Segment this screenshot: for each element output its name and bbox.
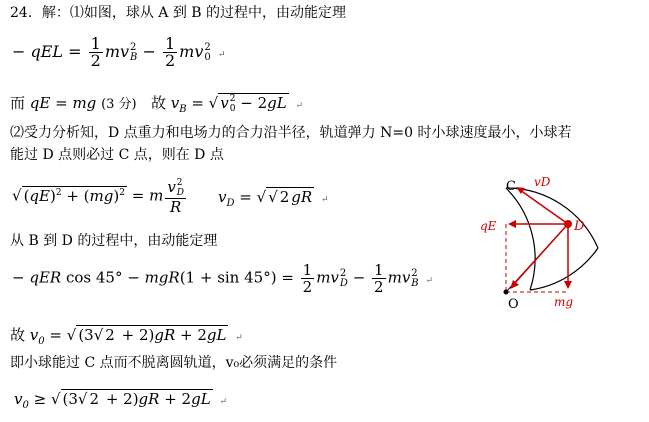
label-o: O	[508, 297, 519, 312]
equation-d-point: √ (qE)$^2$ + (mg)$^2$ = m v 2 D R	[12, 178, 185, 216]
label-qe: qE	[480, 219, 497, 233]
condition-eq: qE = mg	[29, 94, 97, 112]
point-o	[504, 290, 509, 295]
solution-header: 24．解：⑴如图，球从 A 到 B 的过程中，由动能定理	[10, 5, 347, 21]
energy-equation-1: − qEL = $\frac{1}{2}$ mv 2 B − $\frac{1}{2}$ mv 2 0 ↵	[12, 34, 226, 70]
score-note: (3 分)	[101, 97, 137, 112]
resultant-arrow	[514, 224, 568, 284]
equation-vd: $v_D$ = √ √ 2 gR ↵	[218, 188, 329, 209]
text-gu-2: 故	[10, 326, 26, 344]
result-line-vb: 而 qE = mg (3 分) 故 $v_B$ = √ v 2 0 − 2gL ↵	[10, 94, 304, 115]
text-b-to-d: 从 B 到 D 的过程中，由动能定理	[10, 233, 218, 249]
label-d: D	[574, 219, 585, 234]
energy-equation-2: − qER cos 45° − mgR(1 + sin 45°) = $\frac{1}{2}$ mv 2 D − $\frac{1}{2}$ mv 2 B ↵	[12, 261, 433, 296]
label-vd: vD	[534, 175, 551, 189]
force-diagram	[470, 168, 645, 318]
final-inequality: $v_0$ ≥ √ (3√ 2 + 2)gR + 2gL ↵	[14, 390, 228, 411]
label-c: C	[506, 179, 516, 194]
condition-text: 即小球能过 C 点而不脱离圆轨道，v₀必须满足的条件	[10, 355, 338, 371]
result-v0: 故 $v_0$ = √ (3√ 2 + 2)gR + 2gL ↵	[10, 326, 243, 347]
track-arc	[506, 188, 535, 290]
point-d	[564, 220, 572, 228]
analysis-line-1: ⑵受力分析知，D 点重力和电场力的合力沿半径，轨道弹力 N=0 时小球速度最小，小球若	[10, 125, 572, 141]
analysis-line-2: 能过 D 点则必过 C 点，则在 D 点	[10, 147, 224, 163]
label-mg: mg	[554, 295, 574, 309]
text-gu: 故	[150, 94, 166, 112]
text-er: 而	[10, 94, 26, 112]
